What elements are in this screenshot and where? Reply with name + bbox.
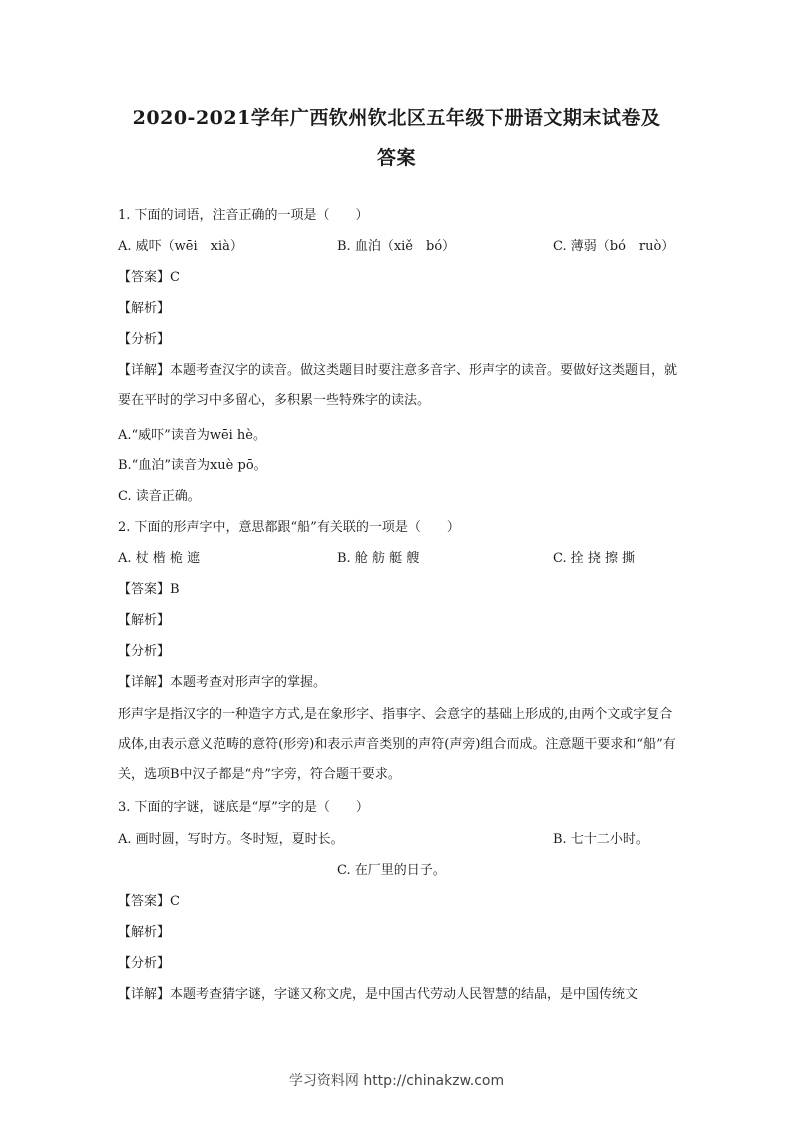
document-title-line2: 答案: [376, 147, 416, 169]
q2-explain: 形声字是指汉字的一种造字方式,是在象形字、指事字、会意字的基础上形成的,由两个文或字复合成体,由表示意义范畴的意符(形旁)和表示声音类别的声符(声旁)组合而成。注意题干要求和“船”有关，选项B中汉子都是“舟”字旁，符合题干要求。: [118, 707, 676, 782]
q2-detail: 【详解】本题考查对形声字的掌握。: [118, 675, 327, 690]
q2-option-c: C. 拴 挠 擦 撕: [553, 551, 636, 566]
footer-watermark: 学习资料网 http://chinakzw.com: [288, 1073, 505, 1089]
q1-detail: 【详解】本题考查汉字的读音。做这类题目时要注意多音字、形声字的读音。要做好这类题目，就要在平时的学习中多留心，多积累一些特殊字的读法。: [118, 363, 678, 408]
q3-option-c: C. 在厂里的日子。: [337, 863, 446, 878]
q3-detail: 【详解】本题考查猜字谜，字谜又称文虎，是中国古代劳动人民智慧的结晶，是中国传统文: [118, 987, 639, 1002]
q2-stem: 2. 下面的形声字中，意思都跟“船”有关联的一项是（ ）: [118, 520, 460, 535]
q3-jiexi: 【解析】: [118, 925, 171, 940]
q1-fenxi: 【分析】: [118, 332, 171, 347]
q3-answer: 【答案】C: [118, 894, 180, 909]
q1-stem: 1. 下面的词语，注音正确的一项是（ ）: [118, 208, 369, 223]
q1-note-c: C. 读音正确。: [118, 489, 201, 504]
q3-option-b: B. 七十二小时。: [553, 832, 649, 847]
q2-answer: 【答案】B: [118, 582, 180, 597]
q1-option-b: B. 血泊（xiě bó）: [337, 239, 456, 254]
q2-option-b: B. 舱 舫 艇 艘: [337, 551, 420, 566]
q2-fenxi: 【分析】: [118, 644, 171, 659]
q3-stem: 3. 下面的字谜，谜底是“厚”字的是（ ）: [118, 800, 369, 815]
q1-option-c: C. 薄弱（bó ruò）: [553, 239, 675, 254]
q1-jiexi: 【解析】: [118, 301, 171, 316]
q3-fenxi: 【分析】: [118, 956, 171, 971]
document-title-line1: 2020-2021学年广西钦州钦北区五年级下册语文期末试卷及: [132, 107, 661, 129]
q1-note-b: B.“血泊”读音为xuè pō。: [118, 458, 267, 473]
q2-option-a: A. 杖 楷 桅 遮: [118, 551, 201, 566]
q1-answer: 【答案】C: [118, 270, 180, 285]
q3-option-a: A. 画时圆，写时方。冬时短，夏时长。: [118, 832, 344, 847]
q1-option-a: A. 威吓（wēi xià）: [118, 239, 243, 254]
q2-jiexi: 【解析】: [118, 613, 171, 628]
q1-note-a: A.“威吓”读音为wēi hè。: [118, 428, 266, 443]
